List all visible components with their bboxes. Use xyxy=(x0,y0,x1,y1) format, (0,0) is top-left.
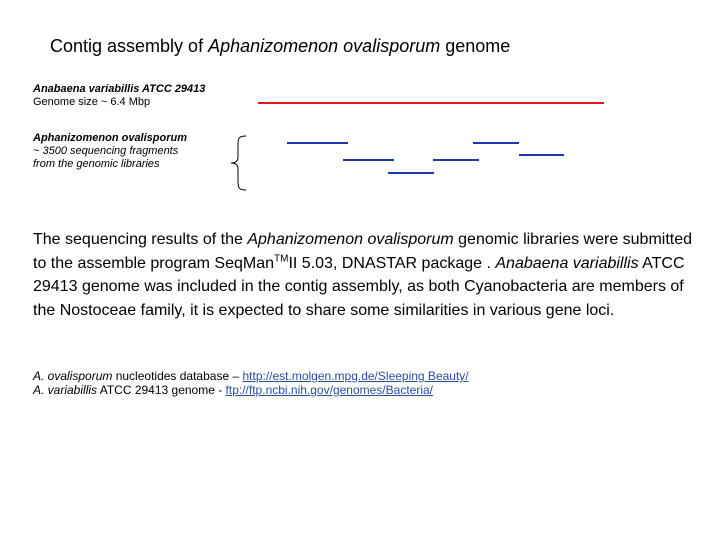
nucleotides-database-link[interactable]: http://est.molgen.mpg.de/Sleeping Beauty/ xyxy=(242,369,469,383)
references xyxy=(33,369,469,397)
reference-species: A. ovalisporum xyxy=(33,369,113,383)
fragments-count: ~ 3500 sequencing fragments xyxy=(33,145,179,157)
slide-title xyxy=(50,36,510,57)
paragraph-text: II 5.03, DNASTAR package . xyxy=(288,254,496,272)
paragraph-species: Aphanizomenon ovalisporum xyxy=(247,231,454,248)
fragments-species: Aphanizomenon ovalisporum xyxy=(33,132,188,144)
fragments-label xyxy=(33,132,187,171)
title-suffix: genome xyxy=(440,36,511,56)
reference-text: ATCC 29413 genome - xyxy=(97,383,226,397)
genome-ftp-link[interactable]: ftp://ftp.ncbi.nih.gov/genomes/Bacteria/ xyxy=(225,383,433,397)
fragment-line xyxy=(343,159,394,161)
reference-species: A. variabillis xyxy=(33,383,98,397)
fragment-line xyxy=(433,159,479,161)
reference-line-1 xyxy=(33,369,469,383)
description-paragraph xyxy=(33,228,693,322)
paragraph-text: genomic libraries were submitted to the assemble program SeqMan xyxy=(33,231,693,272)
fragments-source: from the genomic libraries xyxy=(33,158,160,170)
paragraph-species: Anabaena variabillis xyxy=(495,254,639,272)
paragraph-text: The sequencing results of the xyxy=(33,231,248,248)
fragment-line xyxy=(473,142,519,144)
title-prefix: Contig assembly of xyxy=(50,36,209,56)
paragraph-text: ATCC 29413 genome was included in the contig assembly, as both Cyanobacteria are members of the Nostoceae family, it is expected to share some similarities in various gene loci. xyxy=(33,254,685,319)
fragment-line xyxy=(388,172,434,174)
fragment-line xyxy=(287,142,348,144)
reference-genome-size: Genome size ~ 6.4 Mbp xyxy=(33,96,151,108)
title-species: Aphanizomenon ovalisporum xyxy=(208,36,441,56)
reference-genome-label xyxy=(33,83,205,109)
reference-genome-name: Anabaena variabillis ATCC 29413 xyxy=(33,83,206,95)
trademark-superscript: TM xyxy=(274,253,289,265)
reference-text: nucleotides database – xyxy=(112,369,243,383)
reference-genome-line xyxy=(258,102,604,104)
curly-brace-icon xyxy=(228,135,248,191)
reference-line-2 xyxy=(33,383,469,397)
fragment-line xyxy=(519,154,564,156)
